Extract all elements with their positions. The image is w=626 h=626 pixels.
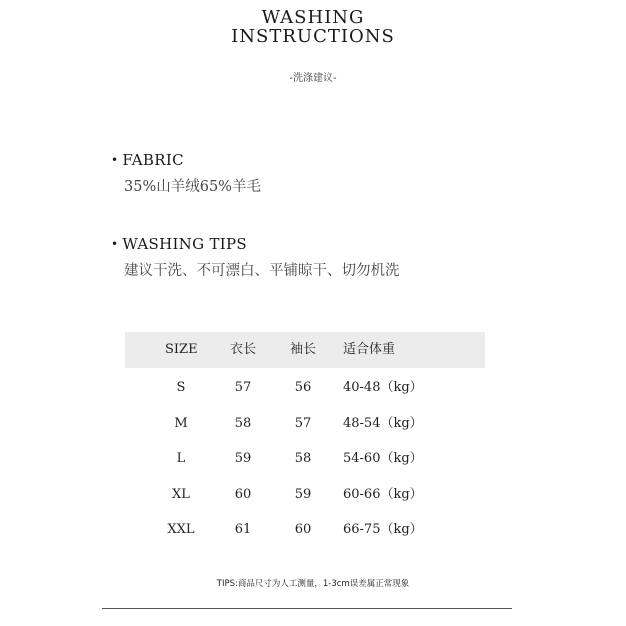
table-row <box>125 404 485 440</box>
bottom-divider <box>102 608 512 609</box>
fabric-heading-label: FABRIC <box>122 151 184 169</box>
fabric-heading <box>111 153 184 168</box>
length-cell: 60 <box>234 486 252 502</box>
size-cell: L <box>176 451 186 466</box>
bullet-icon: • <box>111 153 119 167</box>
sleeve-cell: 56 <box>294 380 312 395</box>
table-row <box>125 510 485 546</box>
length-cell: 59 <box>234 451 252 466</box>
size-table-header <box>125 332 485 368</box>
length-cell: 57 <box>234 380 252 395</box>
size-cell: S <box>176 380 186 395</box>
sleeve-cell: 57 <box>294 415 312 431</box>
weight-cell: 54-60（kg） <box>343 451 423 466</box>
table-row <box>125 439 485 475</box>
table-row <box>125 475 485 511</box>
weight-cell: 60-66（kg） <box>343 486 423 502</box>
column-header-size: SIZE <box>165 342 198 357</box>
sleeve-cell: 59 <box>294 486 312 502</box>
title-line-2: INSTRUCTIONS <box>231 26 395 47</box>
bullet-icon: • <box>111 237 119 251</box>
fabric-composition: 35%山羊绒65%羊毛 <box>124 179 261 195</box>
subtitle: -洗涤建议- <box>289 73 337 84</box>
size-cell: XL <box>172 486 190 502</box>
column-header-length: 衣长 <box>229 342 256 357</box>
sleeve-cell: 60 <box>294 522 312 537</box>
length-cell: 58 <box>234 415 252 431</box>
column-header-sleeve: 袖长 <box>289 342 316 357</box>
weight-cell: 48-54（kg） <box>343 415 423 431</box>
weight-cell: 40-48（kg） <box>343 380 423 395</box>
washing-tips-text: 建议干洗、不可漂白、平铺晾干、切勿机洗 <box>124 263 400 279</box>
weight-cell: 66-75（kg） <box>343 522 423 537</box>
table-row <box>125 368 485 404</box>
size-cell: M <box>174 415 188 431</box>
washing-tips-heading-label: WASHING TIPS <box>122 235 247 253</box>
washing-tips-heading <box>111 237 247 252</box>
column-header-weight: 适合体重 <box>343 342 396 357</box>
size-cell: XXL <box>167 522 195 537</box>
length-cell: 61 <box>234 522 252 537</box>
title-line-1: WASHING <box>261 7 365 28</box>
size-table <box>125 332 485 546</box>
sleeve-cell: 58 <box>294 451 312 466</box>
measurement-tips: TIPS:商品尺寸为人工测量，1-3cm误差属正常现象 <box>216 579 410 589</box>
